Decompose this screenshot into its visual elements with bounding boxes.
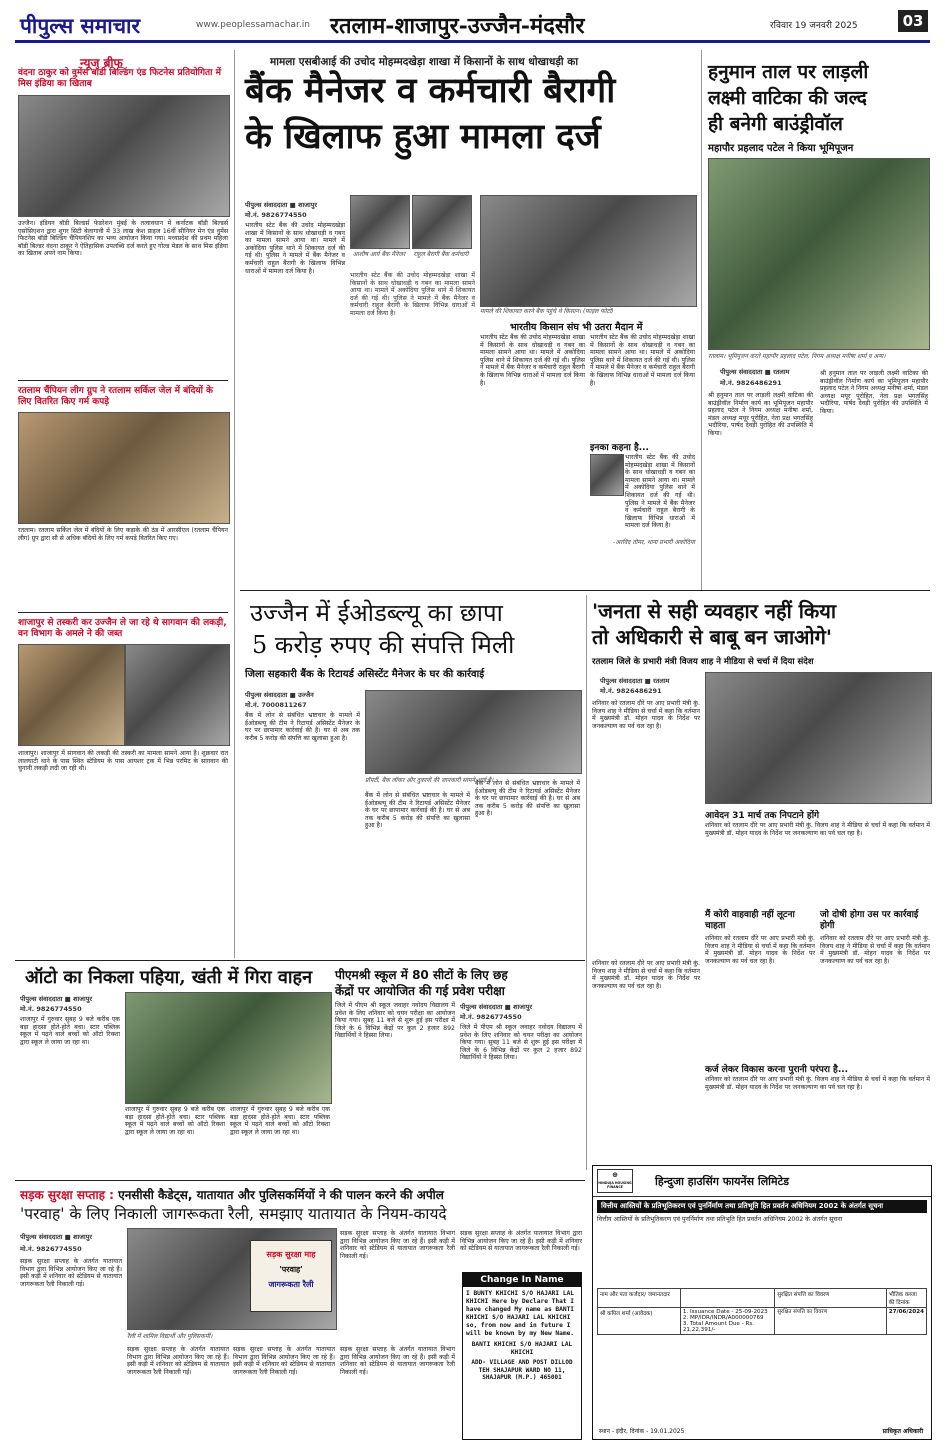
lead-mobile: मो.नं. 9826774550 (245, 211, 307, 219)
col-property: सुरक्षित संपत्ति का विवरण (775, 1289, 887, 1308)
right-body: श्री हनुमान ताल पर लाड़ली लक्ष्मी वाटिका की बाउंड्रीवॉल निर्माण कार्य का भूमिपूजन महापौर प्रहलाद पटेल ने निगम अध्यक्ष मनीषा शर्मा, मंडल अध्यक्ष मयूर पुरोहित, नेता प्रक्ष भगतसिंह भदौरिया, पार्षद देवड़ी पुरोहित की उपस्थिति में किया। (708, 392, 813, 437)
brief2-photo (18, 412, 230, 524)
safety-body-col5: सड़क सुरक्षा सप्ताह के अंतर्गत यातायात विभाग द्वारा विभिन्न आयोजन किए जा रहे हैं। इसी कड़ी में शनिवार को स्टेडियम से यातायात जागरूकता रैली निकाली गई। (340, 1230, 455, 1260)
pmshri-body-col2: जिले में पीएम श्री स्कूल जवाहर नवोदय विद्यालय में प्रवेश के लिए शनिवार को चयन परीक्षा का आयोजन किया गया। सुबह 11 बजे से शुरू हुई इस परीक्षा में जिले के 6 विभिन्न केंद्रों पर कुल 2 हजार 892 विद्यार्थियों ने हिस्सा लिया। (460, 1024, 582, 1062)
pmshri-headline-1: पीएमश्री स्कूल में 80 सीटों के लिए छह (335, 968, 508, 982)
possession-date: 27/06/2024 (886, 1308, 926, 1335)
news-brief-label: न्यूज ब्रीफ (80, 56, 123, 70)
right-headline-3: ही बनेगी बाउंड्रीवॉल (708, 113, 843, 135)
hinduja-table (597, 1288, 927, 1335)
farmers-photo-caption: मामले की शिकायत करने बैंक पहुंचे थे किसान। (फाइल फोटो) (480, 308, 614, 315)
lead-body-1: भारतीय स्टेट बैंक की उचोद मोहम्मदखेड़ा शाखा में किसानों के साथ धोखाधड़ी व गबन का मामला सामने आया था। मामले में अकोदिया पुलिस थाने में शिकायत दर्ज की गई थी। पुलिस ने मामले में बैंक मैनेजर व कर्मचारी राहुल बैरागी के खिलाफ विभिन्न धाराओं में मामला दर्ज किया है। (245, 222, 345, 275)
lead-headline-1: बैंक मैनेजर व कर्मचारी बैरागी (245, 70, 616, 111)
name-change-text: I BUNTY KHICHI S/O HAJARI LAL KHICHI Here by Declare That I have changed My name as BANTI KHICHI S/O HAJARI LAL KHICHI so, from now and in future I will be known by my New Name. (466, 1290, 575, 1337)
right-headline-1: हनुमान ताल पर लाड़ली (708, 61, 869, 83)
safety-mobile: मो.नं. 9826774550 (20, 1245, 82, 1253)
accused-caption-2: राहुल बैरागी बैंक कर्मचारी (413, 251, 469, 258)
auto-body-col2: शाजापुर में गुरुवार सुबह 9 बजे करीब एक बड़ा हादसा होते-होते बचा। स्टार पब्लिक स्कूल में पढ़ने वाले बच्चों को ऑटो रिक्शा द्वारा स्कूल ले जाया जा रहा था। (125, 1106, 225, 1136)
col-date: भौतिक कब्जा की दिनांक (886, 1289, 926, 1308)
minister-box4: कर्ज लेकर विकास करना पुरानी परंपरा है... (705, 1065, 849, 1075)
hinduja-table-row (598, 1308, 927, 1335)
edition-title: रतलाम-शाजापुर-उज्जैन-मंदसौर (330, 13, 585, 39)
bhoomipujan-photo (708, 158, 930, 350)
auto-headline: ऑटो का निकला पहिया, खंती में गिरा वाहन (25, 967, 313, 988)
dues-cell (680, 1308, 774, 1335)
right-body-col2: श्री हनुमान ताल पर लाड़ली लक्ष्मी वाटिका की बाउंड्रीवॉल निर्माण कार्य का भूमिपूजन महापौर प्रहलाद पटेल ने निगम अध्यक्ष मनीषा शर्मा, मंडल अध्यक्ष मयूर पुरोहित, नेता प्रक्ष भगतसिंह भदौरिया, पार्षद देवड़ी पुरोहित की उपस्थिति में किया। (820, 370, 928, 415)
safety-kicker-line (20, 1186, 444, 1203)
minister-mobile: मो.नं. 9826486291 (600, 687, 662, 695)
minister-byline: पीपुल्स संवाददाता ■ रतलाम (600, 677, 670, 685)
right-mobile: मो.नं. 9826486291 (720, 379, 782, 387)
pmshri-byline: पीपुल्स संवाददाता ■ शाजापुर (460, 1003, 533, 1011)
brief1-text: उज्जैन। इंडियन बॉडी बिल्डर्स फेडरेशन मुंबई के तत्वावधान में कर्नाटक बॉडी बिल्डर्स एसोसिएशन द्वारा शुगर सिटी बेलागावी में 33 लाख केश प्राइज 16वीं सीनियर मेन एंड वुमेंस फिटनेस बॉडी बिल्डिंग चैंपियनशिप का भव्य आयोजन किया गया। मध्यप्रदेश की प्रथम महिला बॉडी बिल्डर वंदना ठाकुर ने ऐतिहासिक उपलब्धि दर्ज करते हुए गोल्ड मेडल के साथ मिस इंडिया का खिताब अपने नाम किया। (18, 220, 228, 258)
eow-body: बैंक में लोन से संबंधित भ्रष्टाचार के मामले में ईओडब्ल्यू की टीम ने रिटायर्ड असिस्टेंट मैनेजर के घर पर छापामार कार्रवाई की है। घर से अब तक करीब 5 करोड़ की संपत्ति का खुलासा हुआ है। (245, 712, 360, 742)
quote-head: इनका कहना है... (590, 443, 649, 453)
minister-subhead: रतलाम जिले के प्रभारी मंत्री विजय शाह ने मीडिया से चर्चा में दिया संदेश (592, 657, 814, 667)
lead-byline: पीपुल्स संवाददाता ■ शाजापुर (245, 201, 318, 209)
quote-author: -अरविंद तोमर, थाना प्रभारी अकोदिया (613, 539, 695, 546)
safety-byline: पीपुल्स संवाददाता ■ शाजापुर (20, 1233, 93, 1241)
lead-body-col3: भारतीय स्टेट बैंक की उचोद मोहम्मदखेड़ा शाखा में किसानों के साथ धोखाधड़ी व गबन का मामला सामने आया था। मामले में अकोदिया पुलिस थाने में शिकायत दर्ज की गई थी। पुलिस ने मामले में बैंक मैनेजर व कर्मचारी राहुल बैरागी के खिलाफ विभिन्न धाराओं में मामला दर्ज किया है। (480, 334, 585, 387)
hinduja-ad (592, 1165, 932, 1440)
minister-box3: जो दोषी होगा उस पर कार्रवाई होगी (820, 910, 919, 931)
minister-body-col2: शनिवार को रतलाम दौरे पर आए प्रभारी मंत्री कुं. विजय शाह ने मीडिया से चर्चा में कहा कि वर्तमान में मुख्यमंत्री डॉ. मोहन यादव के निर्देश पर जनकल्याण का पर्व चल रहा है। (592, 960, 700, 990)
rally-banner (250, 1240, 332, 1312)
eow-subhead: जिला सहकारी बैंक के रिटायर्ड असिस्टेंट मैनेजर के घर की कार्रवाई (245, 669, 485, 680)
bhoomipujan-caption: रतलाम। भूमिपूजन करते महापौर प्रहलाद पटेल, निगम अध्यक्ष मनीषा शर्मा व अन्य। (708, 353, 886, 360)
property-cell (775, 1308, 887, 1335)
page-number: 03 (898, 10, 928, 32)
date: रविवार 19 जनवरी 2025 (770, 21, 858, 31)
hinduja-company: हिन्दुजा हाउसिंग फायनेंस लिमिटेड (655, 1174, 790, 1188)
hinduja-logo (597, 1169, 633, 1193)
safety-kicker-rest: एनसीसी कैडेट्स, यातायात और पुलिसकर्मियों ने की पालन करने की अपील (118, 1188, 444, 1202)
safety-kicker: सड़क सुरक्षा सप्ताह : (20, 1188, 114, 1202)
col-dues (680, 1289, 774, 1308)
minister-box1: आवेदन 31 मार्च तक निपटाने होंगे (705, 811, 820, 821)
brief2-text: रतलाम। रतलाम सर्किल जेल में बंदियों के लिए कड़ाके की ठंड में आरसीएल (रतलाम चैंपियन लीग) ग्रुप द्वारा सौ से अधिक बंदियों के लिए गर्म कपड़े वितरित किए गए। (18, 527, 228, 542)
quote-text: भारतीय स्टेट बैंक की उचोद मोहम्मदखेड़ा शाखा में किसानों के साथ धोखाधड़ी व गबन का मामला सामने आया था। मामले में अकोदिया पुलिस थाने में शिकायत दर्ज की गई थी। पुलिस ने मामले में बैंक मैनेजर व कर्मचारी राहुल बैरागी के खिलाफ विभिन्न धाराओं में मामला दर्ज किया है। (625, 454, 695, 530)
pmshri-mobile: मो.नं. 9826774550 (460, 1013, 522, 1021)
right-headline-2: लक्ष्मी वाटिका की जल्द (708, 87, 867, 109)
eow-mobile: मो.नं. 7000811267 (245, 701, 307, 709)
hinduja-brand: HINDUJA HOUSING FINANCE (598, 1181, 632, 1189)
hinduja-notice-title: वित्तीय आस्तियों के प्रतिभूतिकरण एवं पुनर्निर्माण तथा प्रतिभूति हित प्रवर्तन अधिनियम 2002 के अंतर्गत सूचना (597, 1200, 927, 1213)
hinduja-place: स्थान - इंदौर, दिनांक - 19.01.2025 (599, 1428, 685, 1435)
eow-headline-2: 5 करोड़ रुपए की संपत्ति मिली (252, 631, 515, 659)
eow-body-col2: बैंक में लोन से संबंधित भ्रष्टाचार के मामले में ईओडब्ल्यू की टीम ने रिटायर्ड असिस्टेंट मैनेजर के घर पर छापामार कार्रवाई की है। घर से अब तक करीब 5 करोड़ की संपत्ति का खुलासा हुआ है। (365, 792, 470, 830)
total-amount: 3. Total Amount Due - Rs. 21,22,391/- (682, 1321, 755, 1333)
brief2-headline: रतलाम चैंपियन लीग ग्रुप ने रतलाम सर्किल जेल में बंदियों के लिए वितरित किए गर्म कपड़े (18, 386, 213, 407)
brief3-photo-1 (18, 644, 125, 746)
eow-body-col3: बैंक में लोन से संबंधित भ्रष्टाचार के मामले में ईओडब्ल्यू की टीम ने रिटायर्ड असिस्टेंट मैनेजर के घर पर छापामार कार्रवाई की है। घर से अब तक करीब 5 करोड़ की संपत्ति का खुलासा हुआ है। (475, 780, 580, 818)
brief3-photo-2 (125, 644, 230, 746)
safety-body: सड़क सुरक्षा सप्ताह के अंतर्गत यातायात विभाग द्वारा विभिन्न आयोजन किए जा रहे हैं। इसी कड़ी में शनिवार को स्टेडियम से यातायात जागरूकता रैली निकाली गई। (20, 1258, 122, 1288)
website: www.peoplessamachar.in (196, 20, 310, 30)
minister-box3-text: शनिवार को रतलाम दौरे पर आए प्रभारी मंत्री कुं. विजय शाह ने मीडिया से चर्चा में कहा कि वर्तमान में मुख्यमंत्री डॉ. मोहन यादव के निर्देश पर जनकल्याण का पर्व चल रहा है। (820, 935, 930, 965)
masthead (0, 0, 945, 40)
lead-kicker: मामला एसबीआई की उचोद मोहम्मदखेड़ा शाखा में किसानों के साथ धोखाधड़ी का (270, 56, 579, 68)
right-subhead: महापौर प्रहलाद पटेल ने किया भूमिपूजन (708, 143, 854, 154)
eow-photo (365, 690, 582, 774)
minister-box1-text: शनिवार को रतलाम दौरे पर आए प्रभारी मंत्री कुं. विजय शाह ने मीडिया से चर्चा में कहा कि वर्तमान में मुख्यमंत्री डॉ. मोहन यादव के निर्देश पर जनकल्याण का पर्व चल रहा है। (705, 822, 930, 837)
borrower-name: श्री कपिल शर्मा (आवेदक) (598, 1308, 681, 1335)
brief3-headline: शाजापुर से तस्करी कर उज्जैन ले जा रहे थे सागवान की लकड़ी, वन विभाग के अमले ने की जब्त (18, 618, 227, 639)
right-byline: पीपुल्स संवाददाता ■ रतलाम (720, 368, 790, 376)
auto-body: शाजापुर में गुरुवार सुबह 9 बजे करीब एक बड़ा हादसा होते-होते बचा। स्टार पब्लिक स्कूल में पढ़ने वाले बच्चों को ऑटो रिक्शा द्वारा स्कूल ले जाया जा रहा था। (20, 1016, 120, 1046)
safety-body-col3: सड़क सुरक्षा सप्ताह के अंतर्गत यातायात विभाग द्वारा विभिन्न आयोजन किए जा रहे हैं। इसी कड़ी में शनिवार को स्टेडियम से यातायात जागरूकता रैली निकाली गई। (233, 1346, 335, 1376)
safety-body-col2: सड़क सुरक्षा सप्ताह के अंतर्गत यातायात विभाग द्वारा विभिन्न आयोजन किए जा रहे हैं। इसी कड़ी में शनिवार को स्टेडियम से यातायात जागरूकता रैली निकाली गई। (127, 1346, 229, 1376)
minister-headline-2: तो अधिकारी से बाबू बन जाओगे' (592, 625, 832, 649)
minister-box4-text: शनिवार को रतलाम दौरे पर आए प्रभारी मंत्री कुं. विजय शाह ने मीडिया से चर्चा में कहा कि वर्तमान में मुख्यमंत्री डॉ. मोहन यादव के निर्देश पर जनकल्याण का पर्व चल रहा है। (705, 1076, 930, 1091)
name-change-notice (462, 1272, 582, 1440)
lead-body-col2: भारतीय स्टेट बैंक की उचोद मोहम्मदखेड़ा शाखा में किसानों के साथ धोखाधड़ी व गबन का मामला सामने आया था। मामले में अकोदिया पुलिस थाने में शिकायत दर्ज की गई थी। पुलिस ने मामले में बैंक मैनेजर व कर्मचारी राहुल बैरागी के खिलाफ विभिन्न धाराओं में मामला दर्ज किया है। (350, 272, 475, 317)
pmshri-body: जिले में पीएम श्री स्कूल जवाहर नवोदय विद्यालय में प्रवेश के लिए शनिवार को चयन परीक्षा का आयोजन किया गया। सुबह 11 बजे से शुरू हुई इस परीक्षा में जिले के 6 विभिन्न केंद्रों पर कुल 2 हजार 892 विद्यार्थियों ने हिस्सा लिया। (335, 1002, 455, 1040)
minister-photo (705, 672, 932, 804)
hinduja-notice-body: वित्तीय आस्तियों के प्रतिभूतिकरण एवं पुनर्निर्माण तथा प्रतिभूति हित प्रवर्तन अधिनियम 2002 के अंतर्गत सूचना (597, 1216, 843, 1223)
hinduja-header (593, 1166, 931, 1197)
eow-byline: पीपुल्स संवाददाता ■ उज्जैन (245, 691, 314, 699)
rally-caption: रैली में शामिल विद्यार्थी और पुलिसकर्मी। (127, 1333, 213, 1340)
auto-byline: पीपुल्स संवाददाता ■ शाजापुर (20, 995, 93, 1003)
brief1-photo (18, 95, 230, 217)
eow-headline-1: उज्जैन में ईओडब्ल्यू का छापा (250, 599, 503, 627)
banner-line-1: सड़क सुरक्षा माह (266, 1250, 316, 1259)
pmshri-headline-2: केंद्रों पर आयोजित की गई प्रवेश परीक्षा (335, 984, 505, 998)
banner-line-3: जागरूकता रैली (268, 1280, 314, 1289)
lead-body-col4: भारतीय स्टेट बैंक की उचोद मोहम्मदखेड़ा शाखा में किसानों के साथ धोखाधड़ी व गबन का मामला सामने आया था। मामले में अकोदिया पुलिस थाने में शिकायत दर्ज की गई थी। पुलिस ने मामले में बैंक मैनेजर व कर्मचारी राहुल बैरागी के खिलाफ विभिन्न धाराओं में मामला दर्ज किया है। (590, 334, 695, 387)
lead-headline-2: के खिलाफ हुआ मामला दर्ज (245, 116, 601, 157)
minister-box2-text: शनिवार को रतलाम दौरे पर आए प्रभारी मंत्री कुं. विजय शाह ने मीडिया से चर्चा में कहा कि वर्तमान में मुख्यमंत्री डॉ. मोहन यादव के निर्देश पर जनकल्याण का पर्व चल रहा है। (705, 935, 815, 965)
name-change-address: ADD- VILLAGE AND POST DILLOD TEH SHAJAPUR WARD NO 11, SHAJAPUR (M.P.) 465001 (471, 1359, 573, 1382)
hinduja-logo-mark: ⊕ (612, 1171, 618, 1179)
minister-body: शनिवार को रतलाम दौरे पर आए प्रभारी मंत्री कुं. विजय शाह ने मीडिया से चर्चा में कहा कि वर्तमान में मुख्यमंत्री डॉ. मोहन यादव के निर्देश पर जनकल्याण का पर्व चल रहा है। (592, 700, 700, 730)
accused-photo-1 (350, 195, 410, 249)
auto-mobile: मो.नं. 9826774550 (20, 1005, 82, 1013)
name-change-name: BANTI KHICHI S/O HAJARI LAL KHICHI (471, 1341, 573, 1356)
newspaper-logo: पीपुल्स समाचार (20, 13, 141, 38)
accused-photo-2 (412, 195, 472, 249)
banner-line-2: 'परवाह' (279, 1265, 303, 1274)
auto-body-col3: शाजापुर में गुरुवार सुबह 9 बजे करीब एक बड़ा हादसा होते-होते बचा। स्टार पब्लिक स्कूल में पढ़ने वाले बच्चों को ऑटो रिक्शा द्वारा स्कूल ले जाया जा रहा था। (230, 1106, 330, 1136)
brief1-headline: वंदना ठाकुर को वुमेंस बॉडी बिल्डिंग एंड फिटनेस प्रतियोगिता में मिस इंडिया का खिताब (18, 68, 222, 89)
quote-photo (590, 454, 624, 496)
col-borrower: नाम और पता कर्जदार/ जमानतदार (598, 1289, 681, 1308)
loan-number: 2. MP/IDR/INDR/A000000769 (682, 1315, 764, 1321)
brief3-text: शाजापुर। शाजापुर में सागवान की लकड़ी की तस्करी का मामला सामने आया है। शुक्रवार रात लालघाटी थाने के पास स्थित स्टेडियम के पास आयशर ट्रक में भिन्न परमिट के साग़वान की चुनानी लकड़ी लदी जा रही थी। (18, 750, 228, 773)
safety-headline: 'परवाह' के लिए निकाली जागरूकता रैली, समझाए यातायात के नियम-कायदे (20, 1205, 447, 1223)
issuance-date: 1. Issuance Date - 25-09-2023 (682, 1309, 768, 1315)
hinduja-table-header (598, 1289, 927, 1308)
auto-photo (125, 992, 332, 1104)
farmers-photo (480, 195, 697, 307)
accused-caption-1: आशीष आर्य बैंक मैनेजर (352, 251, 406, 258)
minister-box2: मैं कोरी वाहवाही नहीं लूटना चाहता (705, 910, 795, 931)
hinduja-sign: प्राधिकृत अधिकारी (882, 1428, 923, 1435)
minister-headline-1: 'जनता से सही व्यवहार नहीं किया (592, 599, 837, 623)
masthead-rule (15, 40, 930, 43)
safety-body-col6: सड़क सुरक्षा सप्ताह के अंतर्गत यातायात विभाग द्वारा विभिन्न आयोजन किए जा रहे हैं। इसी कड़ी में शनिवार को स्टेडियम से यातायात जागरूकता रैली निकाली गई। (460, 1230, 582, 1253)
property-text: सुरक्षित संपत्ति का विवरण (777, 1309, 828, 1315)
eow-photo-caption: प्रॉपर्टी, बैंक लॉकर और दुकानों की जानकारी सामने आई है। (365, 777, 494, 784)
safety-body-col4: सड़क सुरक्षा सप्ताह के अंतर्गत यातायात विभाग द्वारा विभिन्न आयोजन किए जा रहे हैं। इसी कड़ी में शनिवार को स्टेडियम से यातायात जागरूकता रैली निकाली गई। (340, 1346, 455, 1376)
name-change-title: Change In Name (463, 1273, 581, 1287)
lead-subhead: भारतीय किसान संघ भी उतरा मैदान में (510, 322, 643, 333)
